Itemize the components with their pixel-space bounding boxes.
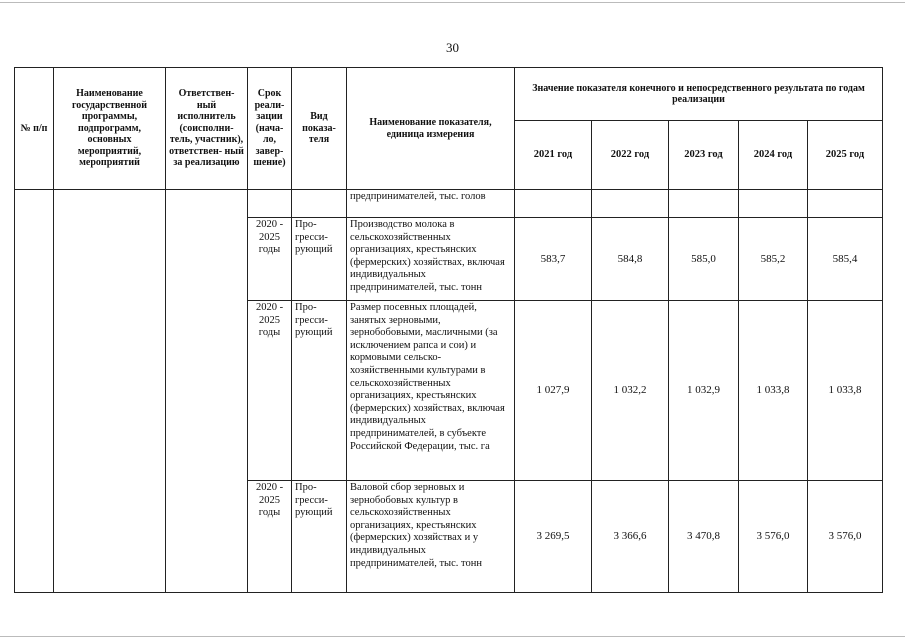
indicator-cell: Валовой сбор зерновых и зернобобовых культур в сельскохозяйственных организациях, крестьянских (фермерских) хозяйствах и у индивидуальных предпринимателей, тыс. тонн <box>347 481 515 593</box>
header-year: 2023 год <box>669 121 739 190</box>
value-cell: 583,7 <box>515 218 592 301</box>
value-cell: 1 033,8 <box>739 301 808 481</box>
scan-edge-top <box>0 2 905 3</box>
num-cell <box>15 190 54 593</box>
value-cell <box>739 190 808 218</box>
header-program-name: Наименование государственной программы, подпрограмм, основных мероприятий, мероприятий <box>54 68 166 190</box>
scan-edge-bottom <box>0 636 905 637</box>
value-cell: 3 470,8 <box>669 481 739 593</box>
type-cell <box>292 190 347 218</box>
period-cell: 2020 - 2025 годы <box>248 301 292 481</box>
table-row <box>15 190 883 218</box>
indicator-cell: Производство молока в сельскохозяйственных организациях, крестьянских (фермерских) хозяйствах, включая индивидуальных предпринимателей, тыс. тонн <box>347 218 515 301</box>
value-cell: 3 366,6 <box>592 481 669 593</box>
value-cell <box>515 190 592 218</box>
header-year: 2021 год <box>515 121 592 190</box>
period-cell: 2020 - 2025 годы <box>248 481 292 593</box>
executor-cell <box>166 190 248 593</box>
value-cell: 1 032,2 <box>592 301 669 481</box>
program-name-cell <box>54 190 166 593</box>
header-period: Срок реали- зации (нача- ло, завер- шение) <box>248 68 292 190</box>
header-values-group: Значение показателя конечного и непосредственного результата по годам реализации <box>515 68 883 121</box>
value-cell: 1 033,8 <box>808 301 883 481</box>
type-cell: Про- гресси- рующий <box>292 218 347 301</box>
value-cell: 3 576,0 <box>739 481 808 593</box>
period-cell: 2020 - 2025 годы <box>248 218 292 301</box>
header-type: Вид показа- теля <box>292 68 347 190</box>
page-number: 30 <box>446 40 459 55</box>
value-cell <box>669 190 739 218</box>
value-cell: 585,0 <box>669 218 739 301</box>
header-executor: Ответствен- ный исполнитель (соисполни- тель, участник), ответствен- ный за реализацию <box>166 68 248 190</box>
value-cell <box>808 190 883 218</box>
header-year: 2024 год <box>739 121 808 190</box>
value-cell: 1 027,9 <box>515 301 592 481</box>
value-cell <box>592 190 669 218</box>
header-indicator: Наименование показателя, единица измерения <box>347 68 515 190</box>
type-cell: Про- гресси- рующий <box>292 301 347 481</box>
value-cell: 3 576,0 <box>808 481 883 593</box>
value-cell: 585,4 <box>808 218 883 301</box>
value-cell: 3 269,5 <box>515 481 592 593</box>
value-cell: 1 032,9 <box>669 301 739 481</box>
header-year: 2025 год <box>808 121 883 190</box>
indicator-cell: предпринимателей, тыс. голов <box>347 190 515 218</box>
period-cell <box>248 190 292 218</box>
header-num: № п/п <box>15 68 54 190</box>
value-cell: 584,8 <box>592 218 669 301</box>
indicators-table <box>14 67 883 593</box>
indicator-cell: Размер посевных площадей, занятых зерновыми, зернобобовыми, масличными (за исключением рапса и сои) и кормовыми сельско- хозяйственными культурами в сельскохозяйственных организациях, крестьянских (фермерских) хозяйствах, включая индивидуальных предпринимателей, в субъекте Российской Федерации, тыс. га <box>347 301 515 481</box>
value-cell: 585,2 <box>739 218 808 301</box>
type-cell: Про- гресси- рующий <box>292 481 347 593</box>
header-year: 2022 год <box>592 121 669 190</box>
